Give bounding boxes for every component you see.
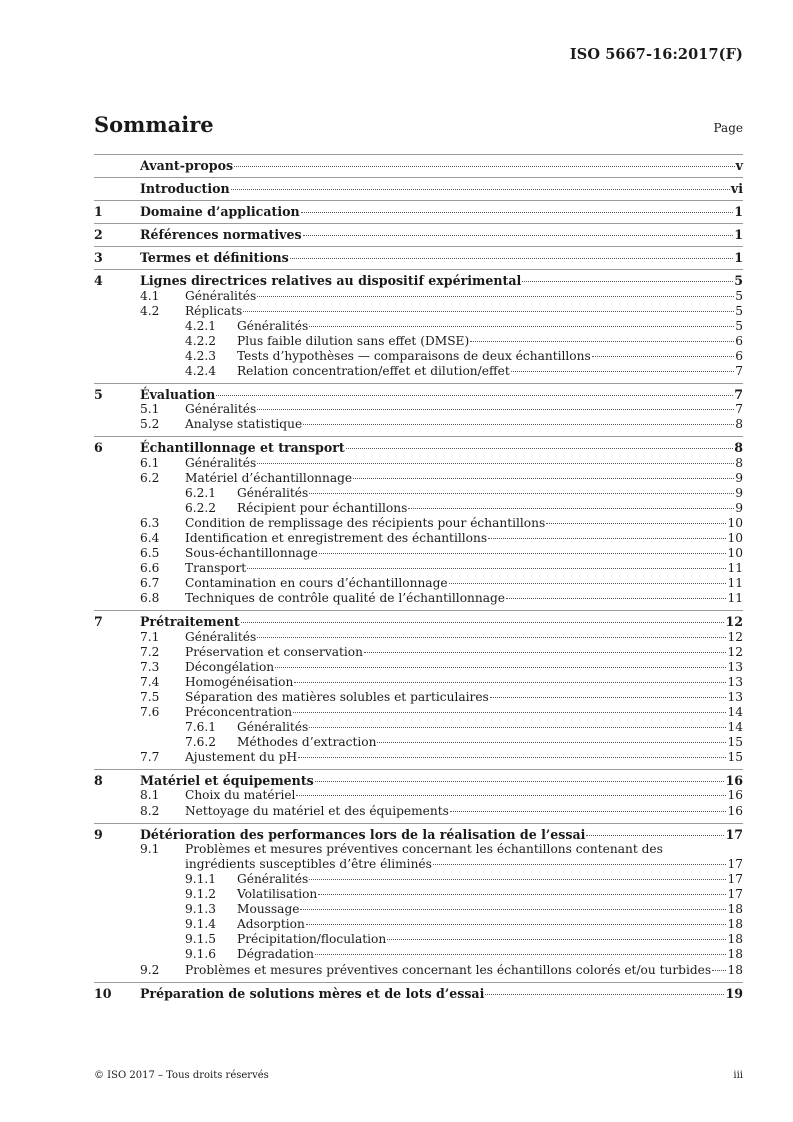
toc-entry-page: 5 [735,288,743,303]
toc-entry-page: 18 [727,962,743,977]
toc-entry-label: Généralités [185,455,257,470]
toc-section [94,270,743,383]
toc-entry[interactable] [94,591,743,606]
toc-entry-number: 7.3 [140,659,160,674]
toc-entry-number: 4.2.3 [185,348,217,363]
toc-entry-number: 6.5 [140,546,160,561]
leader-dots [592,356,735,357]
toc-entry-page: 8 [735,417,743,432]
toc-entry-page: 18 [727,932,743,947]
toc-entry-page: 17 [725,826,743,842]
toc-entry-number: 3 [94,250,103,266]
toc-entry-page: 15 [727,735,743,750]
toc-entry-label: Homogénéisation [185,674,294,689]
toc-entry[interactable] [94,690,743,705]
leader-dots [364,652,727,653]
toc-entry-number: 6.7 [140,576,160,591]
toc-entry-number: 10 [94,985,112,1001]
toc-entry-number: 9.1.4 [185,917,217,932]
toc-entry-label: Généralités [237,318,309,333]
toc-entry-number: 7.4 [140,674,160,689]
toc-entry-page: 12 [727,644,743,659]
toc-entry[interactable] [94,250,743,265]
toc-entry-page: v [735,158,743,173]
toc-entry[interactable] [94,486,743,501]
toc-entry[interactable] [94,917,743,932]
leader-dots [712,970,726,971]
toc-entry-number: 6.2.2 [185,500,217,515]
toc-entry-number: 7.1 [140,629,160,644]
toc-entry[interactable] [94,902,743,917]
toc-section [94,611,743,769]
leader-dots [470,341,734,342]
toc-entry-page: 9 [735,485,743,500]
toc-entry[interactable] [94,773,743,788]
leader-dots [257,463,734,464]
toc-entry-number: 9.1.6 [185,947,217,962]
toc-entry-label: Choix du matériel [185,788,296,803]
toc-entry-page: 9 [735,470,743,485]
toc-entry[interactable] [94,705,743,720]
toc-entry-label: Ajustement du pH [185,750,298,765]
toc-entry-page: 6 [735,333,743,348]
toc-entry[interactable] [94,227,743,242]
toc-entry[interactable] [94,334,743,349]
toc-entry[interactable] [94,827,743,842]
leader-dots [243,311,734,312]
toc-entry-page: 5 [735,303,743,318]
toc-entry[interactable] [94,402,743,417]
toc-entry-page: 8 [735,455,743,470]
toc-entry-number: 4 [94,273,103,289]
leader-dots [296,795,726,796]
leader-dots [275,667,726,668]
toc-entry[interactable] [94,842,743,872]
toc-entry-page: 13 [727,659,743,674]
leader-dots [216,395,733,396]
toc-entry-label: Introduction [140,181,230,197]
toc-entry-page: 16 [727,803,743,818]
toc-entry-page: 8 [734,440,743,456]
toc-entry-label: Séparation des matières solubles et particulaires [185,689,489,704]
toc-section [94,155,743,177]
toc-entry-number: 7.6 [140,705,160,719]
leader-dots [506,598,726,599]
toc-entry-label: Généralités [185,288,257,303]
toc-entry-number: 6.6 [140,561,160,576]
toc-entry-page: 11 [727,576,743,591]
toc-entry[interactable] [94,456,743,471]
toc-entry[interactable] [94,750,743,765]
toc-entry-label: Détérioration des performances lors de la réalisation de l’essai [140,826,586,842]
toc-entry[interactable] [94,364,743,379]
toc-entry-number: 9.1 [140,841,160,856]
toc-entry-page: 18 [727,947,743,962]
toc-entry-label: Préconcentration [185,705,293,719]
toc-entry-label: Relation concentration/effet et dilution/effet [237,364,510,379]
toc-entry-page: 17 [727,856,743,871]
toc-entry[interactable] [94,675,743,690]
leader-dots [485,994,724,995]
toc-section [94,770,743,822]
toc-entry-page: 19 [725,985,743,1001]
toc-entry-label: Décongélation [185,659,275,674]
toc-entry-number: 4.2.2 [185,333,217,348]
toc-entry-number: 9.1.1 [185,871,217,886]
toc-entry-page: 12 [725,614,743,630]
toc-entry[interactable] [94,387,743,402]
toc-entry[interactable] [94,932,743,947]
toc-entry-page: 1 [734,204,743,220]
toc-entry[interactable] [94,181,743,196]
toc-entry[interactable] [94,947,743,962]
leader-dots [546,523,726,524]
toc-entry[interactable] [94,289,743,304]
toc-entry-label: Méthodes d’extraction [237,735,377,750]
toc-entry-number: 8.2 [140,803,160,818]
toc-entry-number: 6.2.1 [185,485,217,500]
toc-entry-label: Généralités [185,629,257,644]
toc-entry-label: Avant-propos [140,158,234,173]
toc-entry[interactable] [94,576,743,591]
toc-entry-label: Évaluation [140,387,216,403]
toc-entry[interactable] [94,304,743,319]
toc-entry-page: 11 [727,561,743,576]
leader-dots [522,281,733,282]
toc-entry[interactable] [94,501,743,516]
toc-entry-number: 4.1 [140,288,160,303]
toc-entry-label: Généralités [237,871,309,886]
leader-dots [303,235,734,236]
toc-entry[interactable] [94,645,743,660]
toc-entry-label: Contamination en cours d’échantillonnage [185,576,448,591]
toc-entry-number: 7.6.2 [185,735,217,750]
toc-entry[interactable] [94,546,743,561]
toc-section [94,437,743,610]
toc-entry-page: 6 [735,348,743,363]
leader-dots [488,538,726,539]
toc-entry-page: 16 [725,773,743,789]
leader-dots [303,424,734,425]
toc-entry[interactable] [94,417,743,432]
leader-dots [257,296,734,297]
toc-entry[interactable] [94,630,743,645]
copyright-notice: © ISO 2017 – Tous droits réservés [94,1070,269,1081]
toc-entry-number: 7 [94,614,103,630]
toc-entry-page: 7 [735,402,743,417]
toc-entry-page: 13 [727,674,743,689]
leader-dots [377,742,726,743]
toc-entry-number: 6.3 [140,515,160,530]
toc-entry[interactable] [94,349,743,364]
toc-entry[interactable] [94,660,743,675]
leader-dots [450,811,727,812]
toc-entry-label: Moussage [237,902,300,917]
toc-entry-label: Dégradation [237,947,314,962]
page-number: iii [733,1070,743,1081]
toc-entry-number: 6.1 [140,455,160,470]
leader-dots [309,727,726,728]
leader-dots [346,448,734,449]
toc-section [94,983,743,1005]
leader-dots [408,508,734,509]
document-identifier: ISO 5667-16:2017(F) [569,46,743,63]
toc-entry-label: Matériel et équipements [140,773,314,789]
toc-entry-number: 7.2 [140,644,160,659]
toc-entry-label: Réplicats [185,303,243,318]
toc-entry-label: Prétraitement [140,614,240,630]
toc-entry-page: 11 [727,591,743,606]
toc-entry[interactable] [94,887,743,902]
toc-entry-label: Problèmes et mesures préventives concernant les échantillons colorés et/ou turbides [185,962,712,977]
toc-entry-page: 5 [734,273,743,289]
toc-entry-page: 10 [727,530,743,545]
leader-dots [586,835,724,836]
toc-entry-number: 1 [94,204,103,220]
leader-dots [318,894,726,895]
toc-entry-number: 6.2 [140,470,160,485]
toc-entry[interactable] [94,471,743,486]
leader-dots [293,712,726,713]
toc-entry-page: 5 [735,318,743,333]
toc-entry-number: 9 [94,826,103,842]
toc-entry-label: Plus faible dilution sans effet (DMSE) [237,333,470,348]
toc-entry-label: Généralités [185,402,257,417]
toc-entry[interactable] [94,720,743,735]
toc-section [94,178,743,200]
toc-entry[interactable] [94,614,743,629]
toc-entry-page: 10 [727,515,743,530]
table-of-contents [94,154,743,1005]
toc-entry-label: Échantillonnage et transport [140,440,345,456]
toc-entry-number: 7.6.1 [185,720,217,735]
toc-entry-label: Techniques de contrôle qualité de l’échantillonnage [185,591,506,606]
toc-entry-page: 13 [727,689,743,704]
toc-entry-label: Préparation de solutions mères et de lots d’essai [140,985,485,1001]
toc-entry-label: Analyse statistique [185,417,303,432]
toc-entry-page: 14 [727,705,743,719]
leader-dots [449,583,727,584]
toc-entry-label: Tests d’hypothèses — comparaisons de deux échantillons [237,348,591,363]
leader-dots [433,864,727,865]
leader-dots [387,939,726,940]
leader-dots [319,553,727,554]
toc-entry[interactable] [94,204,743,219]
toc-entry-label: Volatilisation [237,887,318,902]
toc-entry-number: 7.7 [140,750,160,765]
toc-entry[interactable] [94,319,743,334]
toc-entry-page: 18 [727,902,743,917]
toc-entry-number: 5.1 [140,402,160,417]
toc-entry[interactable] [94,804,743,819]
leader-dots [315,954,727,955]
leader-dots [300,909,726,910]
toc-entry-page: 10 [727,546,743,561]
toc-section [94,247,743,269]
toc-entry-label: Identification et enregistrement des échantillons [185,530,488,545]
toc-section [94,201,743,223]
leader-dots [306,924,727,925]
toc-entry-number: 9.2 [140,962,160,977]
toc-entry-label: Références normatives [140,227,302,243]
toc-entry[interactable] [94,561,743,576]
toc-section [94,224,743,246]
toc-entry-number: 2 [94,227,103,243]
toc-entry-label: Récipient pour échantillons [237,500,408,515]
toc-entry[interactable] [94,531,743,546]
toc-entry-label: Adsorption [237,917,305,932]
toc-entry-label: Problèmes et mesures préventives concernant les échantillons contenant des [185,841,663,856]
leader-dots [309,879,726,880]
toc-entry-label: Nettoyage du matériel et des équipements [185,803,449,818]
toc-entry-label: Sous-échantillonnage [185,546,318,561]
toc-entry-label: Généralités [237,485,309,500]
leader-dots [298,757,726,758]
leader-dots [301,212,734,213]
leader-dots [294,682,726,683]
title-row [94,112,743,137]
toc-entry[interactable] [94,440,743,455]
toc-entry-label: Termes et définitions [140,250,289,266]
toc-entry-number: 9.1.2 [185,887,217,902]
toc-entry-label: Transport [185,561,247,576]
toc-entry[interactable] [94,516,743,531]
toc-entry-page: 17 [727,887,743,902]
toc-entry-page: 14 [727,720,743,735]
toc-section [94,384,743,436]
leader-dots [290,258,733,259]
leader-dots [309,493,734,494]
toc-entry-page: 18 [727,917,743,932]
toc-entry[interactable] [94,158,743,173]
toc-entry-label: Précipitation/floculation [237,932,387,947]
leader-dots [315,781,725,782]
leader-dots [247,568,726,569]
toc-entry-label: Généralités [237,720,309,735]
page-title: Sommaire [94,112,214,137]
leader-dots [234,166,735,167]
toc-entry[interactable] [94,735,743,750]
toc-entry-page: 15 [727,750,743,765]
toc-entry[interactable] [94,986,743,1001]
toc-entry-number: 4.2 [140,303,160,318]
leader-dots [309,326,734,327]
toc-entry-number: 4.2.4 [185,364,217,379]
toc-entry-number: 6.8 [140,591,160,606]
toc-entry-number: 5.2 [140,417,160,432]
toc-entry-label: Lignes directrices relatives au dispositif expérimental [140,273,522,289]
toc-entry-page: 7 [734,387,743,403]
toc-entry[interactable] [94,273,743,288]
toc-entry-page: 9 [735,500,743,515]
toc-entry-number: 8.1 [140,788,160,803]
toc-entry-page: 1 [734,250,743,266]
toc-entry-label: Domaine d’application [140,204,300,220]
leader-dots [490,697,727,698]
toc-entry[interactable] [94,872,743,887]
leader-dots [257,409,734,410]
toc-entry-label-continued: ingrédients susceptibles d’être éliminés [185,856,432,871]
toc-entry-number: 8 [94,773,103,789]
page-column-label: Page [713,121,743,135]
leader-dots [353,478,734,479]
toc-entry-page: 16 [727,788,743,803]
toc-entry[interactable] [94,788,743,803]
page-footer [94,1070,743,1081]
toc-entry-number: 5 [94,387,103,403]
toc-entry-label: Préservation et conservation [185,644,363,659]
toc-entry-label: Matériel d’échantillonnage [185,470,353,485]
toc-entry-number: 4.2.1 [185,318,217,333]
leader-dots [257,637,726,638]
toc-entry-number: 6 [94,440,103,456]
toc-entry-number: 6.4 [140,530,160,545]
leader-dots [511,371,734,372]
toc-entry-page: 17 [727,871,743,886]
toc-entry-page: 1 [734,227,743,243]
toc-section [94,824,743,982]
leader-dots [231,189,730,190]
toc-entry-number: 9.1.3 [185,902,217,917]
toc-entry-page: 7 [735,364,743,379]
toc-entry-number: 7.5 [140,689,160,704]
toc-entry-page: vi [730,181,743,197]
toc-entry-number: 9.1.5 [185,932,217,947]
toc-entry-page: 12 [727,629,743,644]
toc-entry-label: Condition de remplissage des récipients pour échantillons [185,515,546,530]
toc-entry[interactable] [94,963,743,978]
leader-dots [241,622,725,623]
